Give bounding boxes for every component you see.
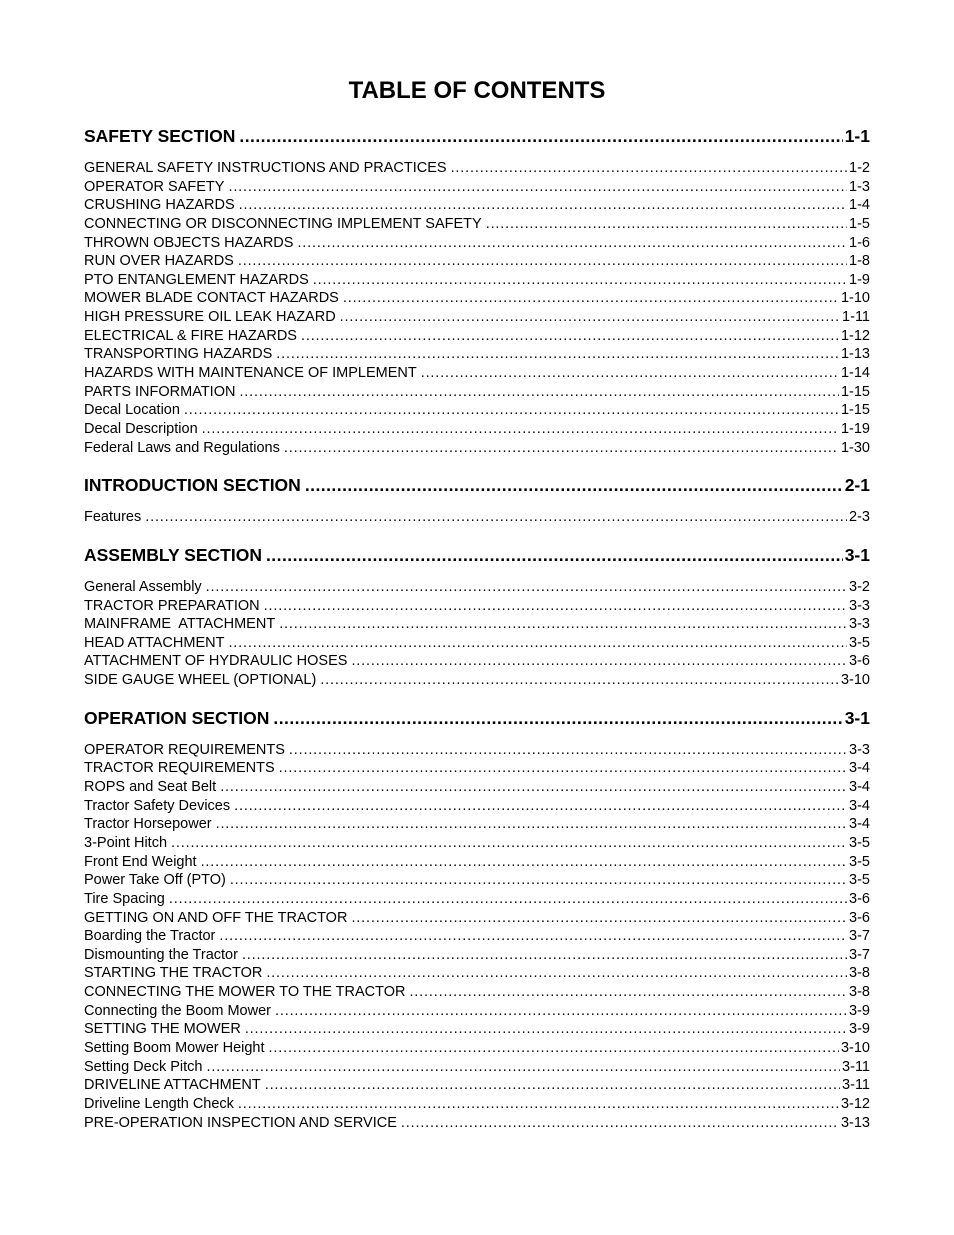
toc-entry-label: MAINFRAME ATTACHMENT: [84, 616, 276, 633]
dot-leader: [279, 615, 847, 634]
toc-entry[interactable]: [84, 271, 870, 290]
page-title: TABLE OF CONTENTS: [348, 77, 606, 104]
toc-entry-page-number: 1-4: [849, 197, 870, 214]
toc-entry-page-number: 1-11: [842, 309, 870, 326]
toc-entry-label: MOWER BLADE CONTACT HAZARDS: [84, 290, 339, 307]
toc-entry-page-number: 3-11: [842, 1058, 870, 1075]
toc-entry[interactable]: [84, 401, 870, 420]
toc-entry-page-number: 3-4: [849, 760, 870, 777]
dot-leader: [206, 578, 847, 597]
dot-leader: [343, 289, 839, 308]
toc-entry-page-number: 3-4: [849, 779, 870, 796]
toc-entry-page-number: 3-6: [849, 909, 870, 926]
toc-entry-page-number: 3-9: [849, 1002, 870, 1019]
toc-entry-label: Dismounting the Tractor: [84, 946, 238, 963]
dot-leader: [238, 252, 847, 271]
dot-leader: [340, 308, 840, 327]
toc-entry[interactable]: [84, 1020, 870, 1039]
toc-entry-label: ELECTRICAL & FIRE HAZARDS: [84, 327, 297, 344]
toc-entry-page-number: 3-5: [849, 853, 870, 870]
toc-entry[interactable]: [84, 308, 870, 327]
toc-entry-page-number: 1-15: [840, 383, 870, 400]
toc-entry-page-number: 3-3: [849, 616, 870, 633]
toc-entry-page-number: 1-14: [840, 365, 870, 382]
toc-entry-label: HIGH PRESSURE OIL LEAK HAZARD: [84, 309, 336, 326]
toc-entry-page-number: 1-8: [849, 253, 870, 270]
toc-entry[interactable]: [84, 215, 870, 234]
toc-entry[interactable]: [84, 759, 870, 778]
dot-leader: [202, 420, 839, 439]
toc-entry-page-number: 3-7: [849, 946, 870, 963]
dot-leader: [289, 741, 847, 760]
toc-entry[interactable]: [84, 778, 870, 797]
toc-entry-label: THROWN OBJECTS HAZARDS: [84, 234, 294, 251]
dot-leader: [320, 671, 839, 690]
toc-entry-label: SIDE GAUGE WHEEL (OPTIONAL): [84, 672, 317, 689]
toc-entry-label: Driveline Length Check: [84, 1095, 234, 1112]
toc-entry-label: TRACTOR REQUIREMENTS: [84, 760, 275, 777]
toc-entry-page-number: 1-10: [840, 290, 870, 307]
dot-leader: [242, 946, 847, 965]
toc-entry-label: OPERATOR REQUIREMENTS: [84, 741, 285, 758]
toc-entry[interactable]: [84, 1039, 870, 1058]
toc-entry[interactable]: [84, 797, 870, 816]
toc-entry[interactable]: [84, 946, 870, 965]
toc-entry[interactable]: [84, 383, 870, 402]
toc-entry[interactable]: [84, 289, 870, 308]
toc-entry[interactable]: [84, 909, 870, 928]
toc-entry-label: PTO ENTANGLEMENT HAZARDS: [84, 271, 309, 288]
dot-leader: [351, 652, 847, 671]
toc-entry-label: General Assembly: [84, 578, 202, 595]
dot-leader: [201, 853, 847, 872]
section-entries: [84, 741, 870, 1132]
toc-entry[interactable]: [84, 853, 870, 872]
toc-entry[interactable]: [84, 159, 870, 178]
section-entries: [84, 578, 870, 690]
toc-entry-page-number: 1-12: [840, 327, 870, 344]
toc-entry-page-number: 3-4: [849, 816, 870, 833]
dot-leader: [169, 890, 847, 909]
toc-entry-label: CONNECTING OR DISCONNECTING IMPLEMENT SAFETY: [84, 215, 482, 232]
dot-leader: [184, 401, 839, 420]
toc-entry[interactable]: [84, 1058, 870, 1077]
toc-entry[interactable]: [84, 234, 870, 253]
toc-entry-page-number: 1-5: [849, 215, 870, 232]
dot-leader: [305, 473, 843, 497]
dot-leader: [220, 778, 847, 797]
dot-leader: [401, 1114, 839, 1133]
dot-leader: [486, 215, 847, 234]
toc-entry-label: SETTING THE MOWER: [84, 1021, 241, 1038]
toc-entry-page-number: 1-2: [849, 160, 870, 176]
toc-entry-label: Setting Boom Mower Height: [84, 1039, 265, 1056]
toc-entry-page-number: 3-5: [849, 634, 870, 651]
toc-entry-page-number: 1-15: [840, 402, 870, 419]
section-heading-label: SAFETY SECTION: [84, 126, 236, 146]
toc-entry-label: TRACTOR PREPARATION: [84, 597, 260, 614]
dot-leader: [234, 797, 847, 816]
toc-entry-page-number: 3-4: [849, 797, 870, 814]
toc-entry-label: 3-Point Hitch: [84, 834, 168, 851]
dot-leader: [297, 234, 847, 253]
dot-leader: [206, 1058, 840, 1077]
dot-leader: [421, 364, 839, 383]
dot-leader: [264, 597, 847, 616]
toc-entry-label: Power Take Off (PTO): [84, 872, 226, 889]
section-page-number: 3-1: [844, 544, 870, 565]
dot-leader: [239, 124, 842, 148]
toc-entry[interactable]: [84, 1095, 870, 1114]
toc-entry-label: Front End Weight: [84, 853, 197, 870]
section-heading[interactable]: [84, 124, 870, 148]
toc-entry-label: OPERATOR SAFETY: [84, 178, 225, 195]
toc-entry-page-number: 3-10: [840, 1039, 870, 1056]
toc-entry[interactable]: [84, 1114, 870, 1133]
section-spacer: [84, 527, 870, 543]
toc-entry[interactable]: [84, 327, 870, 346]
toc-entry[interactable]: [84, 890, 870, 909]
toc-entry-page-number: 1-3: [849, 178, 870, 195]
section-heading[interactable]: [84, 473, 870, 497]
toc-entry-label: HAZARDS WITH MAINTENANCE OF IMPLEMENT: [84, 365, 417, 382]
dot-leader: [301, 327, 839, 346]
toc-entry-label: Decal Description: [84, 420, 198, 437]
toc-entry-page-number: 1-19: [840, 420, 870, 437]
toc-entry[interactable]: [84, 615, 870, 634]
toc-entry-label: HEAD ATTACHMENT: [84, 634, 225, 651]
toc-entry-page-number: 1-6: [849, 234, 870, 251]
toc-entry-label: PARTS INFORMATION: [84, 383, 236, 400]
toc-entry-label: PRE-OPERATION INSPECTION AND SERVICE: [84, 1114, 397, 1131]
section-page-number: 2-1: [844, 475, 870, 496]
dot-leader: [171, 834, 847, 853]
section-spacer: [84, 457, 870, 473]
toc-entry-page-number: 3-5: [849, 872, 870, 889]
dot-leader: [145, 508, 847, 527]
toc-entry[interactable]: [84, 508, 870, 527]
toc-entry-label: Tractor Safety Devices: [84, 797, 231, 814]
toc-entry-label: STARTING THE TRACTOR: [84, 965, 263, 982]
toc-entry-label: CRUSHING HAZARDS: [84, 197, 235, 214]
dot-leader: [230, 871, 847, 890]
toc-entry-label: Boarding the Tractor: [84, 928, 216, 945]
toc-entry-page-number: 3-6: [849, 653, 870, 670]
toc-entry-label: ATTACHMENT OF HYDRAULIC HOSES: [84, 653, 348, 670]
toc-entry-label: Federal Laws and Regulations: [84, 439, 280, 456]
dot-leader: [219, 927, 847, 946]
toc-entry-page-number: 3-3: [849, 597, 870, 614]
toc-entry[interactable]: [84, 871, 870, 890]
dot-leader: [409, 983, 847, 1002]
toc-entry[interactable]: [84, 634, 870, 653]
toc-section-introduction-section: [84, 473, 870, 543]
toc-entry-page-number: 3-3: [849, 741, 870, 758]
dot-leader: [279, 759, 847, 778]
toc-entry-label: TRANSPORTING HAZARDS: [84, 346, 273, 363]
section-heading-label: ASSEMBLY SECTION: [84, 544, 262, 565]
toc-entry-label: CONNECTING THE MOWER TO THE TRACTOR: [84, 984, 406, 1001]
section-entries: [84, 159, 870, 457]
dot-leader: [284, 439, 839, 458]
section-heading-label: OPERATION SECTION: [84, 707, 270, 728]
toc-entry-page-number: 3-12: [840, 1095, 870, 1112]
dot-leader: [265, 1076, 840, 1095]
toc-entry[interactable]: [84, 815, 870, 834]
toc-entry[interactable]: [84, 671, 870, 690]
section-page-number: 1-1: [844, 126, 870, 146]
dot-leader: [228, 634, 847, 653]
toc-entry-page-number: 3-8: [849, 984, 870, 1001]
toc-section-assembly-section: [84, 543, 870, 706]
section-heading[interactable]: [84, 543, 870, 567]
dot-leader: [276, 345, 839, 364]
toc-section-operation-section: [84, 706, 870, 1132]
toc-entry[interactable]: [84, 345, 870, 364]
toc-entry-page-number: 3-13: [840, 1114, 870, 1131]
toc-entry-page-number: 1-9: [849, 271, 870, 288]
dot-leader: [216, 815, 847, 834]
toc-entry[interactable]: [84, 439, 870, 458]
dot-leader: [313, 271, 847, 290]
toc-entry[interactable]: [84, 420, 870, 439]
toc-entry-page-number: 3-5: [849, 834, 870, 851]
toc-entry[interactable]: [84, 834, 870, 853]
toc-entry-label: GETTING ON AND OFF THE TRACTOR: [84, 909, 348, 926]
toc-entry[interactable]: [84, 1076, 870, 1095]
toc-entry-page-number: 2-3: [849, 509, 870, 526]
toc-entry-label: RUN OVER HAZARDS: [84, 253, 234, 270]
dot-leader: [245, 1020, 847, 1039]
dot-leader: [239, 383, 839, 402]
dot-leader: [451, 159, 847, 178]
section-heading[interactable]: [84, 706, 870, 730]
toc-entry-page-number: 3-7: [849, 928, 870, 945]
toc-entry-page-number: 3-6: [849, 890, 870, 907]
dot-leader: [351, 909, 847, 928]
toc-entry-label: GENERAL SAFETY INSTRUCTIONS AND PRACTICES: [84, 160, 447, 176]
dot-leader: [266, 543, 843, 567]
toc-entry-label: ROPS and Seat Belt: [84, 779, 217, 796]
toc-entry[interactable]: [84, 252, 870, 271]
toc-entry[interactable]: [84, 578, 870, 597]
section-page-number: 3-1: [844, 707, 870, 728]
toc-section-safety-section: [84, 124, 870, 473]
toc-entry[interactable]: [84, 927, 870, 946]
toc-entry-label: Features: [84, 509, 142, 526]
toc-list: [84, 124, 870, 1132]
section-entries: [84, 508, 870, 527]
toc-entry[interactable]: [84, 652, 870, 671]
toc-entry-page-number: 1-30: [840, 439, 870, 456]
section-heading-label: INTRODUCTION SECTION: [84, 475, 301, 496]
section-spacer: [84, 690, 870, 706]
toc-entry[interactable]: [84, 964, 870, 983]
toc-entry[interactable]: [84, 597, 870, 616]
dot-leader: [269, 1039, 839, 1058]
dot-leader: [266, 964, 847, 983]
toc-entry-label: Tire Spacing: [84, 890, 165, 907]
toc-entry-page-number: 1-13: [840, 346, 870, 363]
toc-entry[interactable]: [84, 983, 870, 1002]
toc-entry[interactable]: [84, 741, 870, 760]
toc-entry-label: Tractor Horsepower: [84, 816, 212, 833]
toc-entry-label: Decal Location: [84, 402, 180, 419]
toc-entry[interactable]: [84, 1002, 870, 1021]
toc-entry-page-number: 3-9: [849, 1021, 870, 1038]
dot-leader: [239, 196, 847, 215]
toc-entry[interactable]: [84, 364, 870, 383]
toc-entry[interactable]: [84, 196, 870, 215]
dot-leader: [275, 1002, 847, 1021]
toc-entry-page-number: 3-8: [849, 965, 870, 982]
toc-entry-page-number: 3-10: [840, 672, 870, 689]
toc-entry-label: Connecting the Boom Mower: [84, 1002, 271, 1019]
toc-entry-label: DRIVELINE ATTACHMENT: [84, 1077, 261, 1094]
toc-entry-page-number: 3-11: [842, 1077, 870, 1094]
dot-leader: [238, 1095, 839, 1114]
dot-leader: [273, 706, 842, 730]
dot-leader: [228, 178, 847, 197]
toc-entry-page-number: 3-2: [849, 578, 870, 595]
toc-entry[interactable]: [84, 178, 870, 197]
toc-entry-label: Setting Deck Pitch: [84, 1058, 203, 1075]
